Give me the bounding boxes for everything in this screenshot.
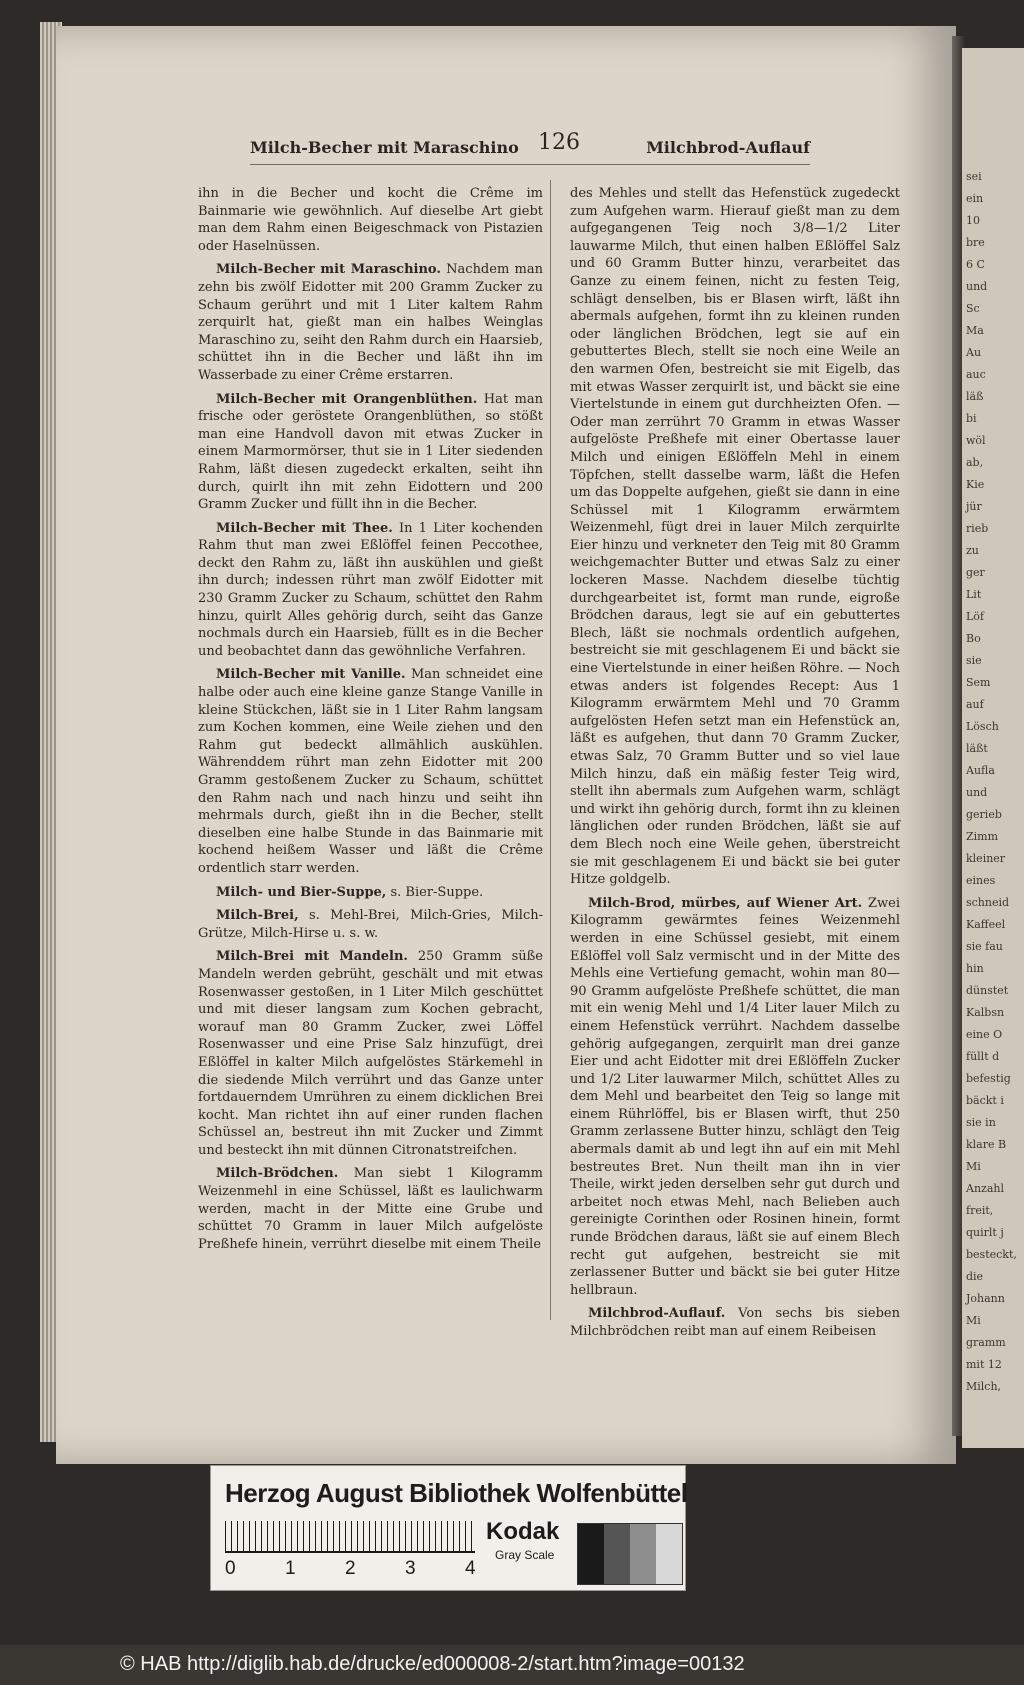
scale-number: 0 bbox=[225, 1558, 236, 1579]
paragraph: des Mehles und stellt das Hefenstück zugedeckt zum Aufgehen warm. Hierauf gießt man zu dem aufgegangenen Teig noch 3/8—1/2 Liter lauwarme Milch, thut einen halben Eßlöffel Salz und 60 Gramm Butter hinzu, verarbeitet das Ganze zu einem feinen, nicht zu festen Teig, schlägt denselben, bis er Blasen wirft, läßt ihn abermals aufgehen, formt ihn zu kleinen runden oder länglichen Brödchen, legt sie auf ein gebuttertes Blech, stellt sie noch eine Weile an den warmen Ofen, bestreicht sie mit Eigelb, das mit etwas Wasser zerquirlt ist, und bäckt sie eine Viertelstunde in einem gut durchheizten Ofen. — Oder man zerrührt 70 Gramm in etwas Wasser aufgelöste Preßhefe mit einer Obertasse lauer Milch und einigen Eßlöffeln Mehl in einem Töpfchen, stellt dasselbe warm, läßt die Hefen um das Doppelte aufgehen, gießt sie dann in eine Schüssel mit 1 Kilogramm erwärmtem Weizenmehl, fügt drei in lauer Milch zerquirlte Eier hinzu und verkneteт den Teig mit 80 Gramm weichgemachter Butter und etwas Salz zu einer lockeren Masse. Nachdem dieselbe tüchtig durchgearbeitet ist, formt man runde, eigroße Brödchen daraus, legt sie auf ein gebuttertes Blech, läßt sie nochmals ordentlich aufgehen, bestreicht sie mit geschlagenem Ei und bäckt sie eine Viertelstunde in einer heißen Röhre. — Noch etwas anders ist folgendes Recept: Aus 1 Kilogramm erwärmtem Mehl und 70 Gramm aufgelösten Hefen setzt man ein Hefenstück an, läßt es aufgehen, thut dann 70 Gramm Zucker, etwas Salz, 70 Gramm Butter und so viel laue Milch hinzu, daß ein mäßig fester Teig wird, stellt ihn abermals zum Aufgehen warm, schlägt und wirkt ihn gehörig durch, formt ihn zu kleinen länglichen oder runden Brödchen, läßt sie auf dem Blech noch eine Weile gehen, überstreicht sie mit geschlagenem Ei und bäckt sie bei guter Hitze goldgelb. bbox=[570, 186, 900, 888]
next-page-fragment: ein bbox=[966, 192, 984, 205]
next-page-fragment: freit, bbox=[966, 1204, 994, 1217]
next-page-fragment: bäckt i bbox=[966, 1094, 1004, 1107]
next-page-fragment: Lit bbox=[966, 588, 982, 601]
next-page-fragment: sei bbox=[966, 170, 982, 183]
entry-heading: Milch-Brödchen. bbox=[216, 1166, 339, 1182]
entry-heading: Milch-Becher mit Orangenblüthen. bbox=[216, 391, 478, 407]
entry-heading: Milch-Becher mit Vanille. bbox=[216, 667, 406, 683]
right-column bbox=[570, 185, 900, 1347]
paragraph: Milch-Becher mit Maraschino. Nachdem man zehn bis zwölf Eidotter mit 200 Gramm Zucker zu Schaum gerührt und mit 1 Liter kaltem Rahm zerquirlt hat, gießt man ein halbes Weinglas Maraschino zu, seiht den Rahm durch ein Haarsieb, schüttet ihn in die Becher und läßt ihn im Wasserbade zu einer Crême erstarren. bbox=[198, 262, 543, 383]
next-page-edge bbox=[962, 48, 1024, 1448]
entry-heading: Milch-Brei mit Mandeln. bbox=[216, 949, 408, 965]
scale-number: 2 bbox=[345, 1558, 356, 1579]
library-name: Herzog August Bibliothek Wolfenbüttel bbox=[225, 1478, 688, 1508]
kodak-logo: Kodak bbox=[486, 1518, 560, 1545]
entry-heading: Milch-Becher mit Maraschino. bbox=[216, 262, 441, 278]
next-page-fragment: Sem bbox=[966, 676, 991, 689]
next-page-fragment: auf bbox=[966, 698, 984, 711]
next-page-fragment: Löf bbox=[966, 610, 984, 623]
next-page-fragment: auc bbox=[966, 368, 986, 381]
next-page-fragment: schneid bbox=[966, 896, 1010, 909]
next-page-fragment: Kalbsn bbox=[966, 1006, 1005, 1019]
next-page-fragment: wöl bbox=[966, 434, 986, 447]
next-page-fragment: Mi bbox=[966, 1314, 981, 1327]
paragraph: ihn in die Becher und kocht die Crême im Bainmarie wie gewöhnlich. Auf dieselbe Art giebt man dem Rahm einen Beigeschmack von Pistazien oder Haselnüssen. bbox=[198, 186, 543, 254]
scale-number: 3 bbox=[405, 1558, 416, 1579]
next-page-fragment: zu bbox=[966, 544, 979, 557]
next-page-fragment: und bbox=[966, 786, 988, 799]
gray-swatches bbox=[577, 1523, 683, 1585]
scale-number: 4 bbox=[465, 1558, 476, 1579]
entry-heading: Milchbrod-Auflauf. bbox=[588, 1306, 726, 1322]
running-header bbox=[250, 130, 810, 165]
entry-heading: Milch- und Bier-Suppe, bbox=[216, 884, 387, 900]
next-page-fragment: Ma bbox=[966, 324, 984, 337]
paragraph: Milch-Brei, s. Mehl-Brei, Milch-Gries, Milch-Grütze, Milch-Hirse u. s. w. bbox=[198, 908, 543, 941]
entry-heading: Milch-Becher mit Thee. bbox=[216, 520, 393, 536]
next-page-fragment: mit 12 bbox=[966, 1358, 1002, 1371]
next-page-fragment: dünstet bbox=[966, 984, 1009, 997]
next-page-fragment: Milch, bbox=[966, 1380, 1002, 1393]
next-page-fragment: rieb bbox=[966, 522, 989, 535]
entry-heading: Milch-Brei, bbox=[216, 908, 299, 924]
next-page-fragment: Lösch bbox=[966, 720, 999, 733]
paragraph: Milch-Becher mit Orangenblüthen. Hat man frische oder geröstete Orangenblüthen, so stößt man eine Handvoll davon mit etwas Zucker in einem Marmormörser, thut sie in 1 Liter siedenden Rahm, läßt diesen zugedeckt erkalten, seiht ihn durch, quirlt ihn mit zehn Eidottern und 200 Gramm Zucker und füllt ihn in die Becher. bbox=[198, 391, 543, 513]
next-page-fragment: sie in bbox=[966, 1116, 996, 1129]
next-page-fragment: Bo bbox=[966, 632, 981, 645]
next-page-fragment: Aufla bbox=[966, 764, 995, 777]
page-number: 126 bbox=[538, 130, 580, 155]
scale-number: 1 bbox=[285, 1558, 296, 1579]
paragraph: Milch-Becher mit Vanille. Man schneidet eine halbe oder auch eine kleine ganze Stange Vanille in kleine Stückchen, läßt sie in 1 Liter Rahm langsam zum Kochen kommen, eine Weile ziehen und den Rahm gut bedeckt allmählich auskühlen. Währenddem rührt man zehn Eidotter mit 200 Gramm gestoßenem Zucker zu Schaum, schüttet den Rahm nach und nach hinzu und seiht ihn mehrmals durch, gießt ihn in die Becher, stellt dieselben eine halbe Stunde in das Bainmarie mit kochend heißem Wasser und läßt die Crême ordentlich starr werden. bbox=[198, 667, 544, 876]
next-page-fragment: sie bbox=[966, 654, 982, 667]
paragraph: Milchbrod-Auflauf. Von sechs bis sieben Milchbrödchen reibt man auf einem Reibeisen bbox=[570, 1306, 900, 1339]
next-page-fragment: hin bbox=[966, 962, 984, 975]
gray-swatch bbox=[578, 1524, 604, 1584]
next-page-fragment: klare B bbox=[966, 1138, 1007, 1151]
copyright-footer bbox=[0, 1645, 1024, 1685]
paragraph: Milch-Brod, mürbes, auf Wiener Art. Zwei Kilogramm gewärmtes feines Weizenmehl werden in eine Schüssel gesiebt, mit einem Eßlöffel voll Salz vermischt und in der Mitte des Mehls eine Vertiefung gemacht, wohin man 80—90 Gramm aufgelöste Preßhefe schüttet, die man mit ein wenig Mehl und 1/4 Liter lauer Milch zu einem Hefenstück verrührt. Nachdem dasselbe gehörig aufgegangen, zerquirlt man drei ganze Eier und acht Eidotter mit drei Eßlöffeln Zucker und 1/2 Liter lauwarmer Milch, schüttet Alles zu dem Mehl und bearbeitet den Teig so lange mit einem Rührlöffel, bis er Blasen wirft, thut 250 Gramm zerlassene Butter hinzu, schlägt den Teig abermals damit ab und legt ihn auf ein mit Mehl bestreutes Bret. Nun theilt man ihn in vier Theile, wirkt jeden derselben sehr gut durch und arbeitet noch etwas Mehl, nach Belieben auch gereinigte Corinthen oder Rosinen hinein, formt runde Brödchen daraus, läßt sie auf einem Blech recht gut aufgehen, bestreicht sie mit zerlassener Butter und bäckt sie bei guter Hitze hellbraun. bbox=[570, 895, 900, 1298]
paragraph: Milch-Brei mit Mandeln. 250 Gramm süße Mandeln werden gebrüht, geschält und mit etwas Rosenwasser gestoßen, in 1 Liter Milch geschüttet und mit dieser langsam zum Kochen gebracht, worauf man 80 Gramm Zucker, zwei Löffel Rosenwasser und eine Prise Salz hinzufügt, drei Eßlöffel in kalter Milch aufgelöstes Stärkemehl in die siedende Milch verrührt und das Ganze unter fortdauerndem Umrühren zu einem dicklichen Brei kocht. Man richtet ihn auf einer runden flachen Schüssel an, bestreut ihn mit Zucker und Zimmt und besteckt ihn mit dünnen Citronatstreifchen. bbox=[198, 949, 543, 1158]
next-page-fragment: bi bbox=[966, 412, 977, 425]
next-page-fragment: läßt bbox=[966, 742, 988, 755]
paragraph: Milch- und Bier-Suppe, s. Bier-Suppe. bbox=[216, 884, 484, 900]
next-page-fragment: bre bbox=[966, 236, 985, 249]
next-page-fragment: Kie bbox=[966, 478, 985, 491]
next-page-fragment: Kaffeel bbox=[966, 918, 1006, 931]
header-right: Milchbrod-Auflauf bbox=[646, 138, 810, 157]
gray-swatch bbox=[630, 1524, 656, 1584]
column-divider bbox=[550, 180, 551, 1320]
next-page-fragment: und bbox=[966, 280, 988, 293]
gray-swatch bbox=[656, 1524, 682, 1584]
copyright-link[interactable]: © HAB http://diglib.hab.de/drucke/ed000008-2/start.htm?image=00132 bbox=[120, 1653, 745, 1675]
next-page-fragment: ab, bbox=[966, 456, 984, 469]
next-page-fragment: 6 C bbox=[966, 258, 985, 271]
next-page-fragment: sie fau bbox=[966, 940, 1003, 953]
paragraph: Milch-Becher mit Thee. In 1 Liter kochenden Rahm thut man zwei Eßlöffel feinen Peccothee, deckt den Rahm zu, läßt ihn auskühlen und gießt ihn durch; indessen rührt man zwölf Eidotter mit 230 Gramm Zucker zu Schaum, schüttet den Rahm hinzu, quirlt Alles gehörig durch, seiht das Ganze nochmals durch ein Haarsieb, füllt es in die Becher und beobachtet dann das gewöhnliche Verfahren. bbox=[198, 520, 543, 659]
next-page-fragment: eines bbox=[966, 874, 996, 887]
scale-ruler bbox=[225, 1521, 475, 1553]
next-page-fragment: füllt d bbox=[966, 1050, 1000, 1063]
next-page-fragment: eine O bbox=[966, 1028, 1003, 1041]
next-page-fragment: besteckt, bbox=[966, 1248, 1017, 1261]
next-page-fragment: kleiner bbox=[966, 852, 1006, 865]
next-page-fragment: gerieb bbox=[966, 808, 1002, 821]
header-left: Milch-Becher mit Maraschino bbox=[250, 138, 519, 157]
entry-heading: Milch-Brod, mürbes, auf Wiener Art. bbox=[588, 895, 863, 911]
next-page-fragment: Johann bbox=[966, 1292, 1005, 1305]
next-page-fragment: Au bbox=[966, 346, 982, 359]
next-page-fragment: Zimm bbox=[966, 830, 999, 843]
next-page-fragment: Mi bbox=[966, 1160, 981, 1173]
gray-swatch bbox=[604, 1524, 630, 1584]
left-column bbox=[198, 185, 543, 1259]
next-page-fragment: läß bbox=[966, 390, 984, 403]
next-page-fragment: Sc bbox=[966, 302, 980, 315]
next-page-fragment: die bbox=[966, 1270, 984, 1283]
next-page-fragment: befestig bbox=[966, 1072, 1011, 1085]
next-page-fragment: Anzahl bbox=[966, 1182, 1004, 1195]
next-page-fragment: quirlt j bbox=[966, 1226, 1004, 1239]
next-page-fragment: 10 bbox=[966, 214, 980, 227]
library-color-card bbox=[210, 1465, 686, 1591]
next-page-fragment: jür bbox=[966, 500, 982, 513]
next-page-fragment: gramm bbox=[966, 1336, 1006, 1349]
next-page-fragment: ger bbox=[966, 566, 985, 579]
paragraph: Milch-Brödchen. Man siebt 1 Kilogramm Weizenmehl in eine Schüssel, läßt es laulichwarm werden, macht in der Mitte eine Grube und schüttet 70 Gramm in lauer Milch aufgelöste Preßhefe hinein, verrührt dieselbe mit einem Theile bbox=[198, 1166, 543, 1252]
gray-scale-label: Gray Scale bbox=[495, 1548, 555, 1562]
